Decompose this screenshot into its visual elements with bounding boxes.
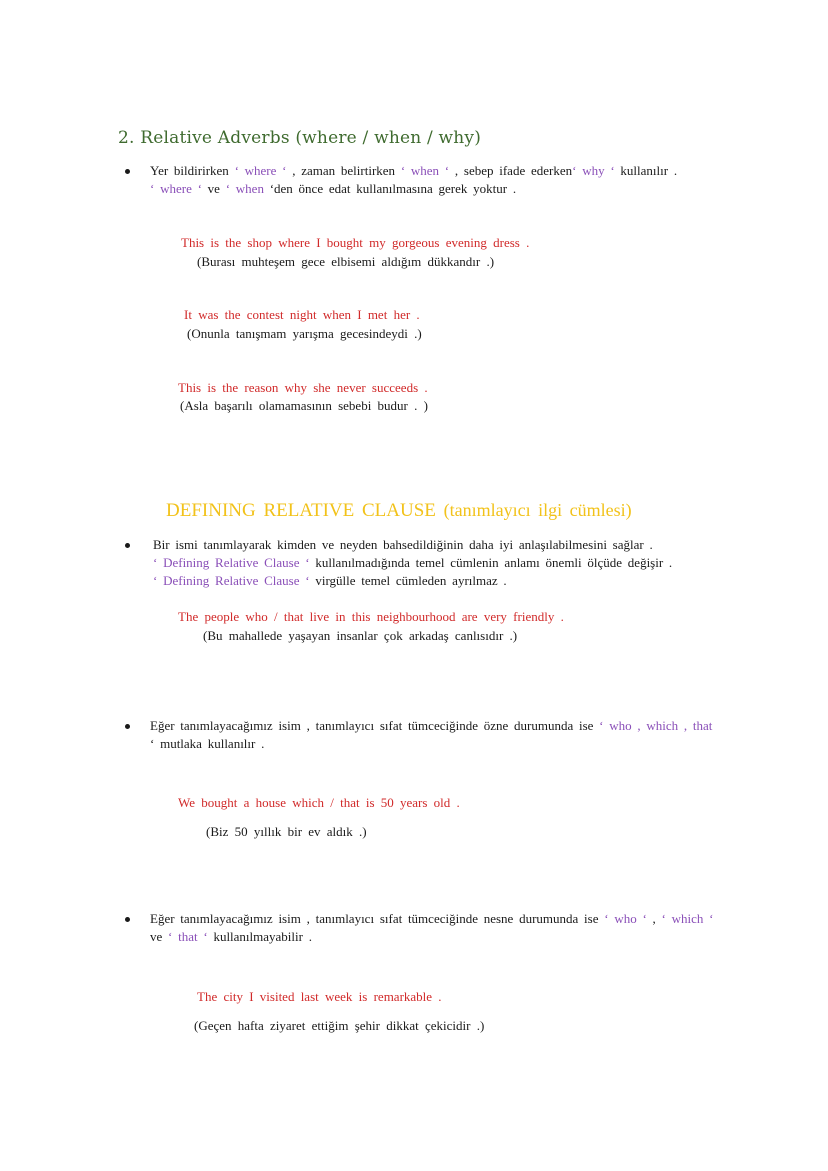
text-segment: , sebep ifade ederken xyxy=(449,163,573,178)
example-turkish: (Bu mahallede yaşayan insanlar çok arkadaş canlısıdır .) xyxy=(203,628,518,643)
bullet-text-line xyxy=(150,718,712,734)
bullet-text-line xyxy=(150,929,312,945)
bullet-icon xyxy=(125,169,130,174)
bullet-icon xyxy=(125,543,130,548)
keyword-who-which-that: ‘ who , which , that xyxy=(599,718,713,733)
bullet-text-line xyxy=(153,555,672,571)
keyword-why: ‘ why ‘ xyxy=(572,163,615,178)
text-segment: , xyxy=(646,911,662,926)
text-segment: Eğer tanımlayacağımız isim , tanımlayıcı sıfat tümceciğinde özne durumunda ise xyxy=(150,718,600,733)
example-turkish: (Asla başarılı olamamasının sebebi budur . ) xyxy=(180,398,428,413)
example-english: The city I visited last week is remarkable . xyxy=(197,989,442,1004)
keyword-defining-relative-clause: ‘ Defining Relative Clause ‘ xyxy=(153,555,310,570)
bullet-text-line xyxy=(153,573,507,589)
keyword-defining-relative-clause: ‘ Defining Relative Clause ‘ xyxy=(153,573,310,588)
keyword-that: ‘ that ‘ xyxy=(168,929,208,944)
keyword-who: ‘ who ‘ xyxy=(604,911,647,926)
example-english: This is the reason why she never succeeds . xyxy=(178,380,428,395)
text-segment: ‘den önce edat kullanılmasına gerek yoktur . xyxy=(263,181,517,196)
bullet-text-line: Bir ismi tanımlayarak kimden ve neyden bahsedildiğinin daha iyi anlaşılabilmesini sağlar . xyxy=(153,537,653,552)
bullet-icon xyxy=(125,724,130,729)
text-segment: ve xyxy=(150,929,169,944)
bullet-icon xyxy=(125,917,130,922)
example-english: The people who / that live in this neighbourhood are very friendly . xyxy=(178,609,564,624)
text-segment: Eğer tanımlayacağımız isim , tanımlayıcı sıfat tümceciğinde nesne durumunda ise xyxy=(150,911,605,926)
keyword-where: ‘ where ‘ xyxy=(234,163,287,178)
section-heading-relative-adverbs: 2. Relative Adverbs (where / when / why) xyxy=(118,128,482,148)
text-segment: ve xyxy=(201,181,226,196)
heading-main: DEFINING RELATIVE CLAUSE xyxy=(166,500,436,521)
example-turkish: (Biz 50 yıllık bir ev aldık .) xyxy=(206,824,367,839)
text-segment: , zaman belirtirken xyxy=(286,163,401,178)
bullet-text-line xyxy=(150,163,677,179)
text-segment: virgülle temel cümleden ayrılmaz . xyxy=(309,573,507,588)
example-english: We bought a house which / that is 50 years old . xyxy=(178,795,460,810)
keyword-when: ‘ when ‘ xyxy=(400,163,450,178)
example-turkish: (Onunla tanışmam yarışma gecesindeydi .) xyxy=(187,326,422,341)
example-turkish: (Burası muhteşem gece elbisemi aldığım dükkandır .) xyxy=(197,254,495,269)
text-segment: Yer bildirirken xyxy=(150,163,235,178)
example-turkish: (Geçen hafta ziyaret ettiğim şehir dikkat çekicidir .) xyxy=(194,1018,485,1033)
bullet-text-line: ‘ mutlaka kullanılır . xyxy=(150,736,265,751)
example-english: This is the shop where I bought my gorgeous evening dress . xyxy=(181,235,530,250)
text-segment: kullanılır . xyxy=(614,163,678,178)
keyword-where: ‘ where ‘ xyxy=(150,181,202,196)
keyword-when: ‘ when xyxy=(225,181,264,196)
example-english: It was the contest night when I met her . xyxy=(184,307,420,322)
section-heading-defining-relative-clause xyxy=(166,500,632,522)
bullet-text-line xyxy=(150,911,713,927)
keyword-which: ‘ which ‘ xyxy=(661,911,714,926)
heading-sub: (tanımlayıcı ilgi cümlesi) xyxy=(443,500,632,520)
text-segment: kullanılmayabilir . xyxy=(207,929,312,944)
bullet-text-line xyxy=(150,181,516,197)
text-segment: kullanılmadığında temel cümlenin anlamı önemli ölçüde değişir . xyxy=(309,555,673,570)
